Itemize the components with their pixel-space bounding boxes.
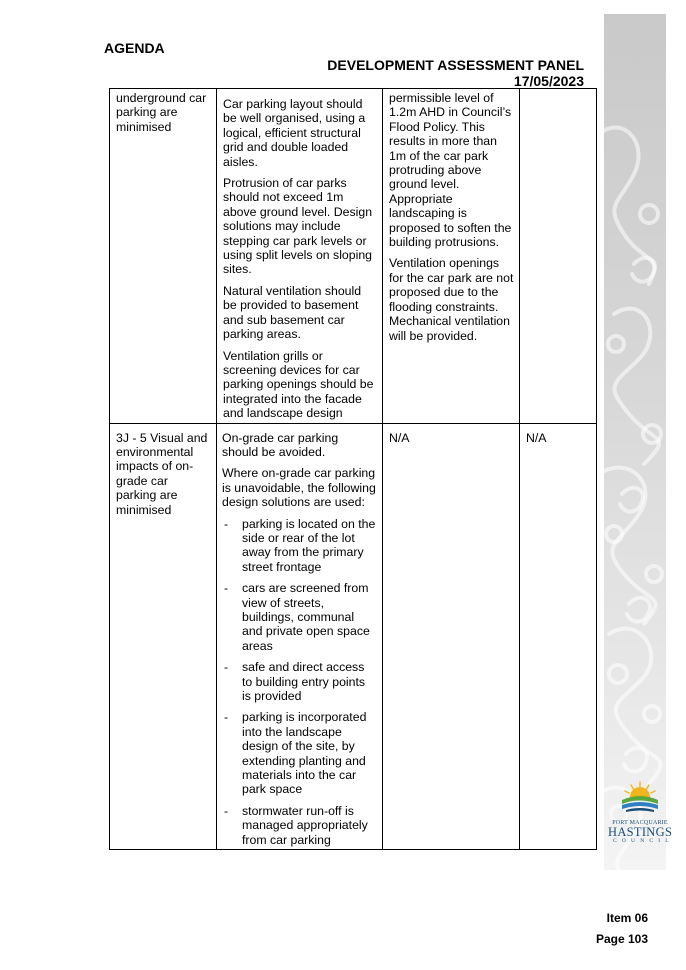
list-item: - parking is located on the side or rear of the lot away from the primary street frontage <box>222 517 377 575</box>
list-item: - stormwater run-off is managed appropriately from car parking <box>222 804 377 847</box>
item-number: Item 06 <box>606 911 648 925</box>
objective-cell <box>110 89 217 424</box>
criteria-paragraph: On-grade car parking should be avoided. <box>222 430 339 459</box>
design-criteria-cell <box>217 89 383 424</box>
objective-text: 3J - 5 Visual and environmental impacts of on-grade car parking are minimised <box>116 430 208 517</box>
list-item: - parking is incorporated into the landscape design of the site, by extending planting and materials into the car park space <box>222 710 377 796</box>
meeting-date: 17/05/2023 <box>513 73 584 89</box>
swirl-pattern-graphic <box>604 14 666 870</box>
logo-line-hastings: HASTINGS <box>608 825 673 839</box>
objective-cell <box>110 423 217 850</box>
sun-wave-logo-icon <box>620 780 660 814</box>
agenda-heading: AGENDA <box>104 40 165 56</box>
decorative-sidebar <box>604 14 666 870</box>
comment-paragraph: permissible level of 1.2m AHD in Council’s Flood Policy. This results in more than 1m of the car park protruding above ground level. Appropriate landscaping is proposed to soften the building protrusions. <box>389 91 512 250</box>
comment-text: N/A <box>389 430 410 445</box>
comment-paragraph: Ventilation openings for the car park are not proposed due to the flooding constraints. Mechanical ventilation will be provided. <box>389 256 514 343</box>
comment-cell <box>383 89 520 424</box>
list-item: - cars are screened from view of streets, buildings, communal and private open space areas <box>222 581 377 653</box>
assessment-table <box>109 88 597 850</box>
table-row <box>110 423 597 850</box>
logo-line-port-macquarie: PORT MACQUARIE <box>612 820 668 826</box>
criteria-paragraph: Natural ventilation should be provided to basement and sub basement car parking areas. <box>223 283 362 342</box>
design-criteria-cell <box>217 423 383 850</box>
compliance-cell <box>520 423 597 850</box>
panel-header <box>327 57 584 89</box>
criteria-paragraph: Ventilation grills or screening devices for car parking openings should be integrated into the facade and landscape design <box>223 348 374 421</box>
criteria-paragraph: Protrusion of car parks should not exceed 1m above ground level. Design solutions may include stepping car park levels or using split levels on sloping sites. <box>223 176 373 277</box>
panel-title: DEVELOPMENT ASSESSMENT PANEL <box>327 57 584 73</box>
comment-cell <box>383 423 520 850</box>
logo-line-council: COUNCIL <box>613 838 674 844</box>
compliance-cell <box>520 89 597 424</box>
page-number: Page 103 <box>595 932 648 946</box>
criteria-paragraph: Where on-grade car parking is unavoidable, the following design solutions are used: <box>222 466 376 510</box>
council-logo <box>608 780 672 844</box>
compliance-text: N/A <box>526 430 547 445</box>
list-item: - safe and direct access to building entry points is provided <box>222 660 377 703</box>
criteria-paragraph: Car parking layout should be well organised, using a logical, efficient structural grid and double loaded aisles. <box>223 97 366 169</box>
criteria-list <box>222 517 377 848</box>
objective-text: underground car parking are minimised <box>116 91 207 134</box>
table-row <box>110 89 597 424</box>
